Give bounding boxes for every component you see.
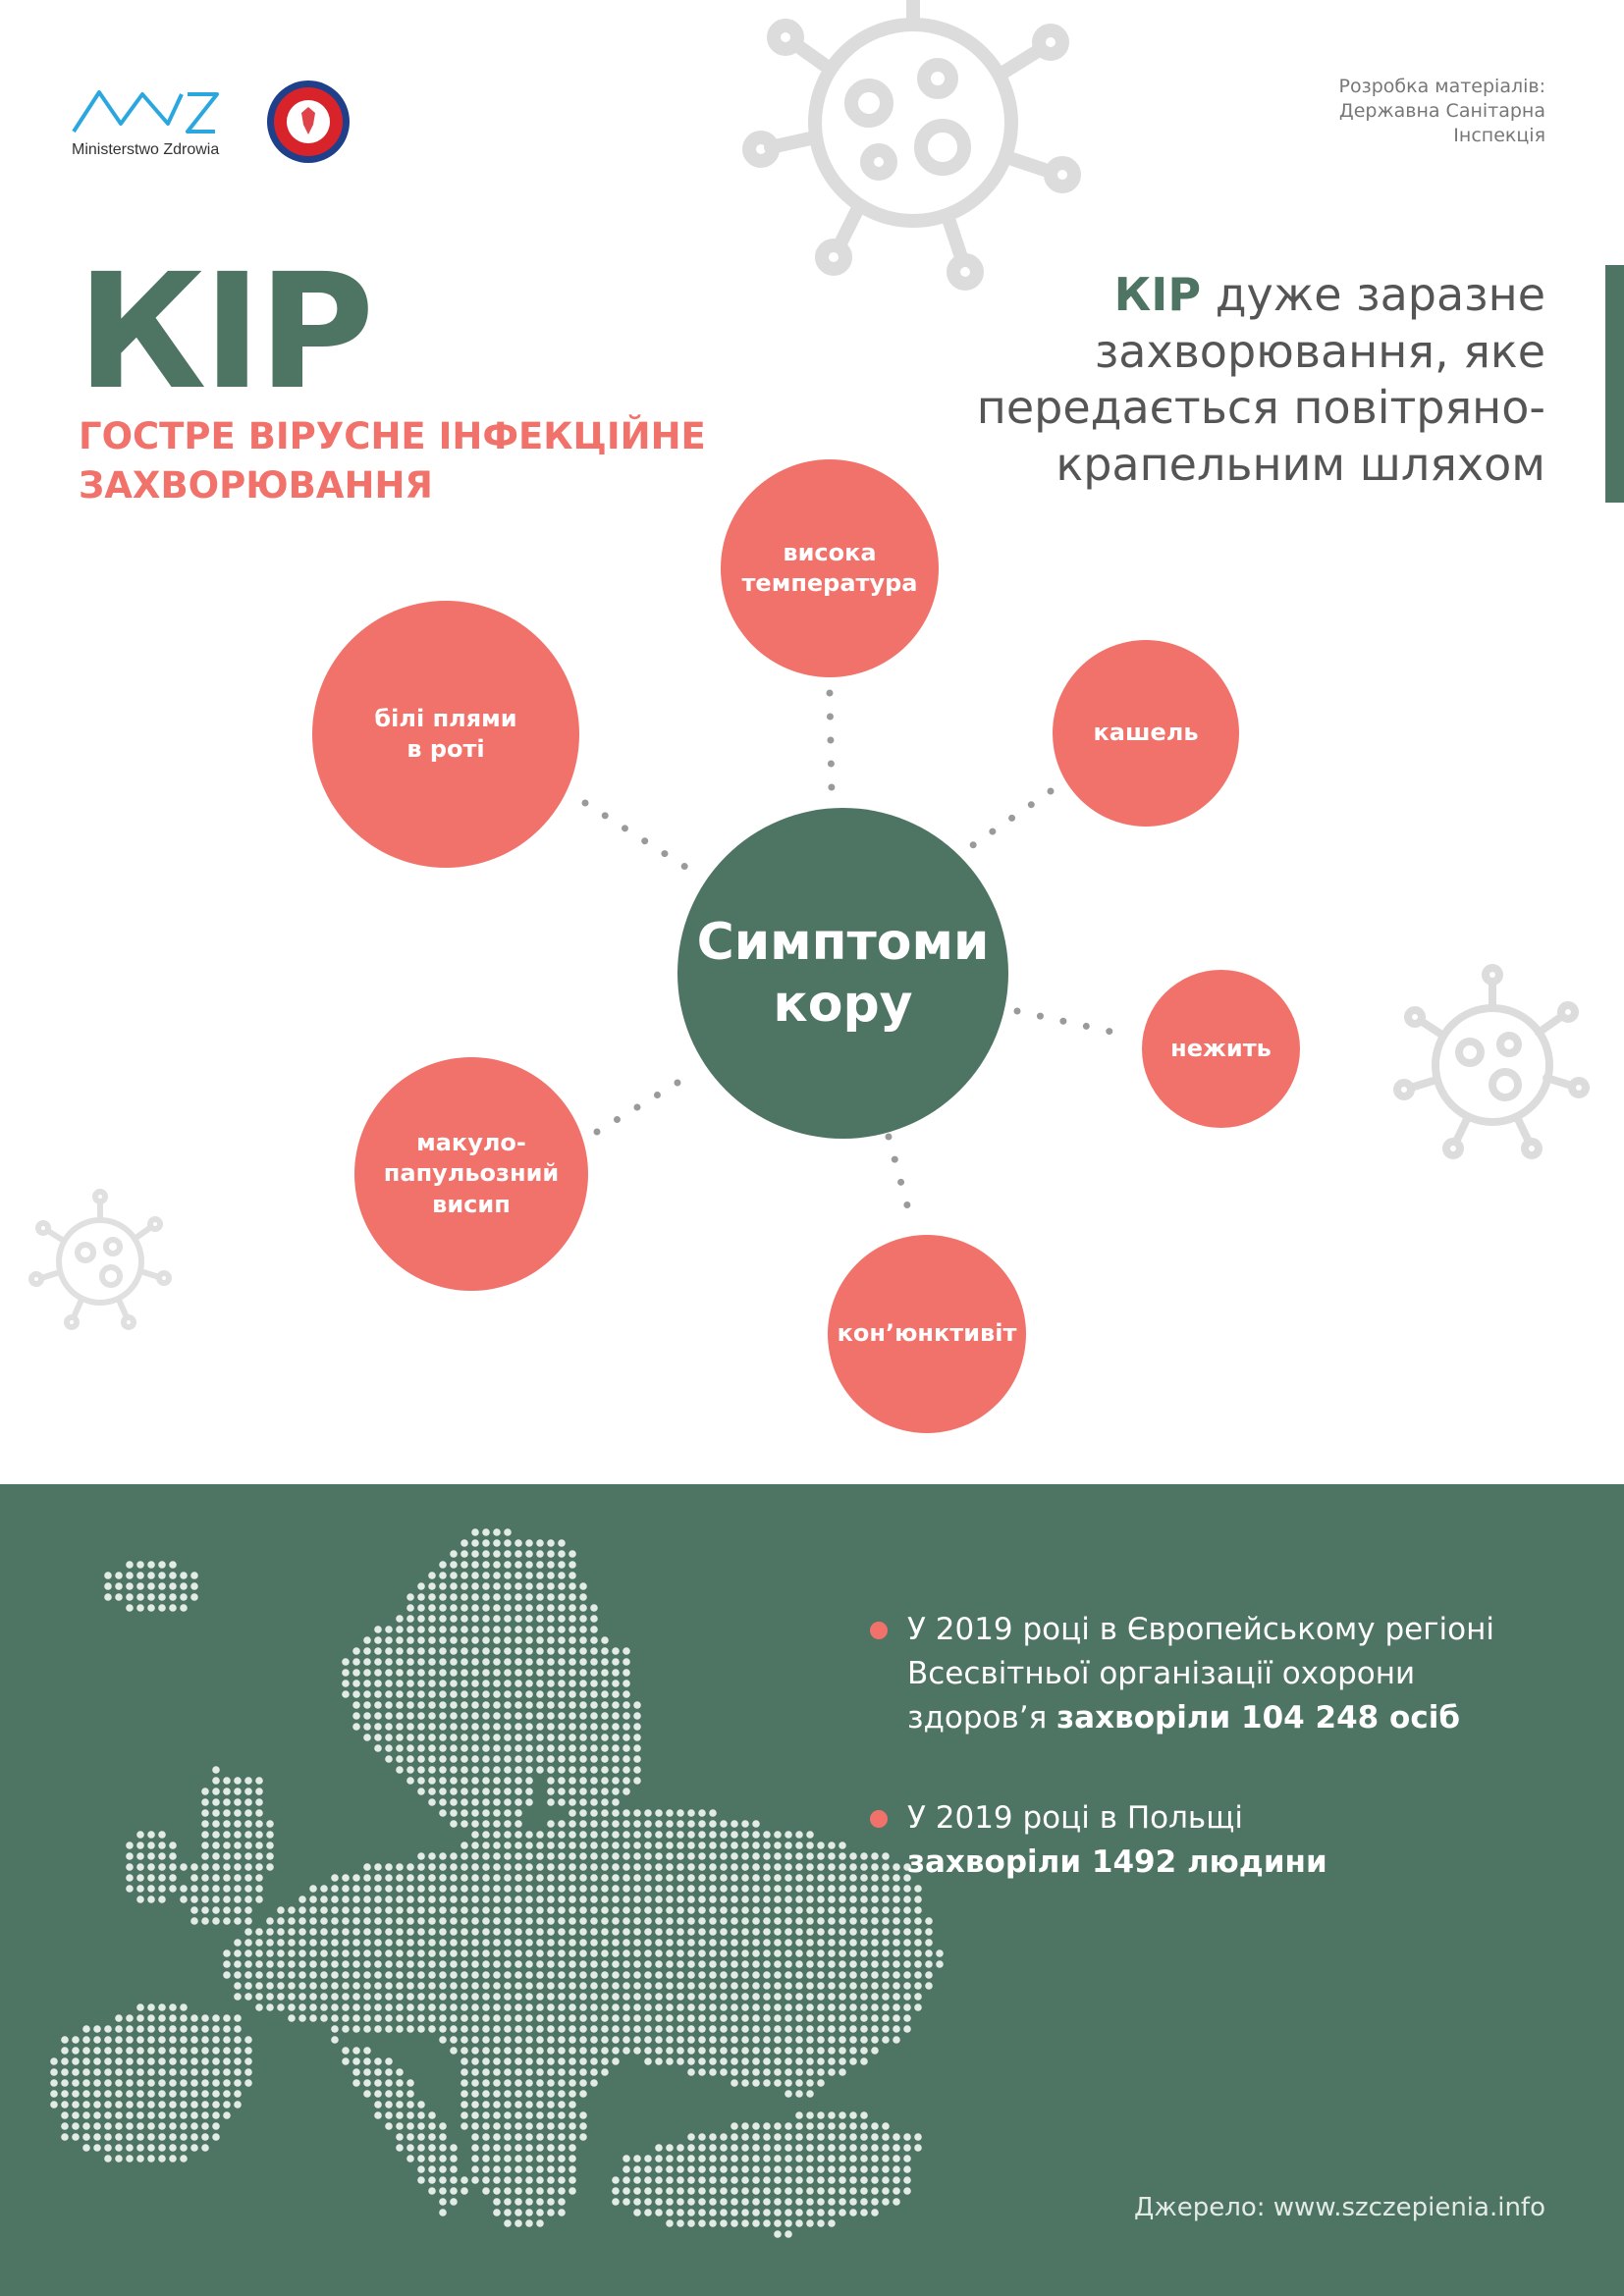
bullet-icon bbox=[870, 1622, 888, 1639]
symptom-label: нежить bbox=[1170, 1034, 1272, 1062]
symptom-label: білі плями bbox=[374, 704, 517, 732]
symptom-runny-nose bbox=[1142, 970, 1300, 1128]
page-title: КІР bbox=[77, 240, 371, 425]
stat-line: здоров’я bbox=[907, 1699, 1057, 1735]
symptoms-center bbox=[677, 808, 1008, 1139]
stat-highlight: захворіли 104 248 осіб bbox=[1056, 1699, 1460, 1735]
stat-highlight: захворіли 1492 людини bbox=[907, 1843, 1327, 1880]
symptom-label: макуло- bbox=[416, 1129, 526, 1157]
bullet-icon bbox=[870, 1810, 888, 1828]
symptom-label: в роті bbox=[406, 735, 485, 763]
description-bold: КІР bbox=[1113, 268, 1202, 321]
subtitle-line: ЗАХВОРЮВАННЯ bbox=[79, 463, 433, 507]
center-label: кору bbox=[773, 974, 913, 1034]
symptom-rash bbox=[354, 1057, 588, 1291]
description-line: передається повітряно- bbox=[976, 381, 1545, 434]
description-line: крапельним шляхом bbox=[1056, 437, 1545, 491]
symptom-conjunctivitis bbox=[828, 1235, 1026, 1433]
symptom-label: висип bbox=[432, 1190, 511, 1218]
symptom-fever bbox=[721, 459, 939, 677]
europe-map bbox=[39, 1528, 952, 2284]
description-line: захворювання, яке bbox=[1094, 324, 1545, 378]
statistics-panel bbox=[0, 1484, 1624, 2296]
symptom-label: папульозний bbox=[383, 1159, 560, 1188]
credit-line: Інспекція bbox=[1453, 125, 1545, 147]
stat-line: Всесвітньої організації охорони bbox=[907, 1655, 1416, 1691]
mz-logo-text: Ministerstwo Zdrowia bbox=[72, 141, 220, 158]
stat-europe bbox=[907, 1608, 1555, 1740]
center-label: Симптоми bbox=[696, 913, 990, 973]
subtitle-line: ГОСТРЕ ВІРУСНЕ ІНФЕКЦІЙНЕ bbox=[79, 415, 706, 457]
stat-poland bbox=[907, 1796, 1555, 1885]
symptom-label: температура bbox=[741, 569, 918, 597]
credit-line: Державна Санітарна bbox=[1338, 100, 1545, 123]
description-line: дуже заразне bbox=[1201, 268, 1545, 321]
stat-line: У 2019 році в Польщі bbox=[907, 1800, 1243, 1836]
symptom-label: кон’юнктивіт bbox=[837, 1319, 1017, 1348]
symptom-cough bbox=[1053, 640, 1239, 827]
source-link[interactable]: Джерело: www.szczepienia.info bbox=[1134, 2193, 1545, 2222]
symptom-label: висока bbox=[783, 538, 877, 566]
symptom-label: кашель bbox=[1093, 719, 1199, 747]
credit-line: Розробка матеріалів: bbox=[1338, 76, 1545, 97]
symptom-white-spots bbox=[312, 601, 579, 868]
stat-line: У 2019 році в Європейському регіоні bbox=[907, 1612, 1494, 1647]
